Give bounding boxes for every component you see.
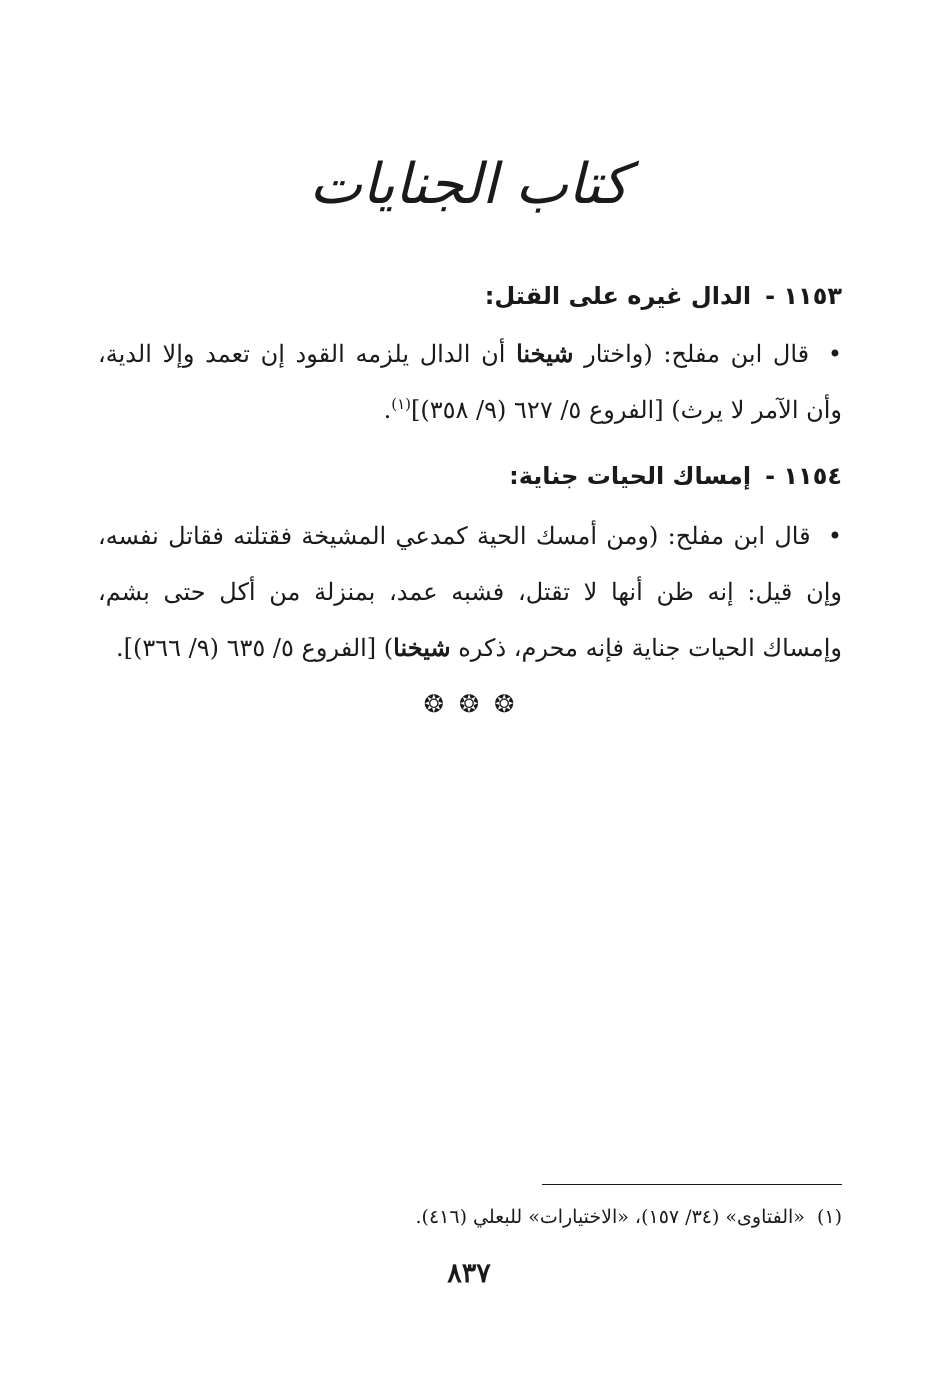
footnote-number: (١) [816, 1206, 842, 1228]
section-paragraph-1154 [98, 508, 842, 676]
bullet-icon: • [827, 522, 842, 550]
section-paragraph-1153 [98, 326, 842, 438]
ornament-divider [0, 690, 938, 718]
paragraph-end: . [383, 396, 392, 424]
footnote [96, 1200, 842, 1234]
chapter-title: كتاب الجنايات [309, 152, 629, 217]
ornament-icon: ❂ [458, 690, 480, 718]
section-heading-1153 [96, 276, 842, 316]
footnote-divider [542, 1184, 842, 1185]
footnote-text: «الفتاوى» (٣٤/ ١٥٧)، «الاختيارات» للبعلي (٤١٦). [415, 1206, 805, 1228]
page-number: ٨٣٧ [447, 1258, 491, 1289]
bold-term: شيخنا [393, 633, 451, 662]
section-title: الدال غيره على القتل: [484, 282, 752, 310]
bold-term: شيخنا [516, 339, 574, 368]
bullet-icon: • [827, 340, 842, 368]
ornament-icon: ❂ [494, 690, 515, 718]
section-heading-1154 [96, 456, 842, 496]
paragraph-lead: قال ابن مفلح: (واختار [584, 340, 810, 368]
footnote-reference[interactable]: (١) [391, 395, 412, 413]
paragraph-rest: ) [الفروع ٥/ ٦٣٥ (٩/ ٣٦٦)]. [115, 634, 394, 662]
section-number: ١١٥٤ - [765, 462, 842, 490]
paragraph-rest: أن الدال يلزمه القود إن تعمد وإلا الدية، وأن الآمر لا يرث) [الفروع ٥/ ٦٢٧ (٩/ ٣٥٨)] [98, 340, 842, 424]
paragraph-lead: قال ابن مفلح: (ومن أمسك الحية كمدعي المشيخة فقتلته فقاتل نفسه، وإن قيل: إنه ظن أنها لا تقتل، فشبه عمد، بمنزلة من أكل حتى بشم، وإمساك الحيات جناية فإنه محرم، ذكره [98, 522, 842, 662]
section-title: إمساك الحيات جناية: [509, 462, 752, 490]
ornament-icon: ❂ [423, 690, 444, 718]
section-number: ١١٥٣ - [765, 282, 842, 310]
